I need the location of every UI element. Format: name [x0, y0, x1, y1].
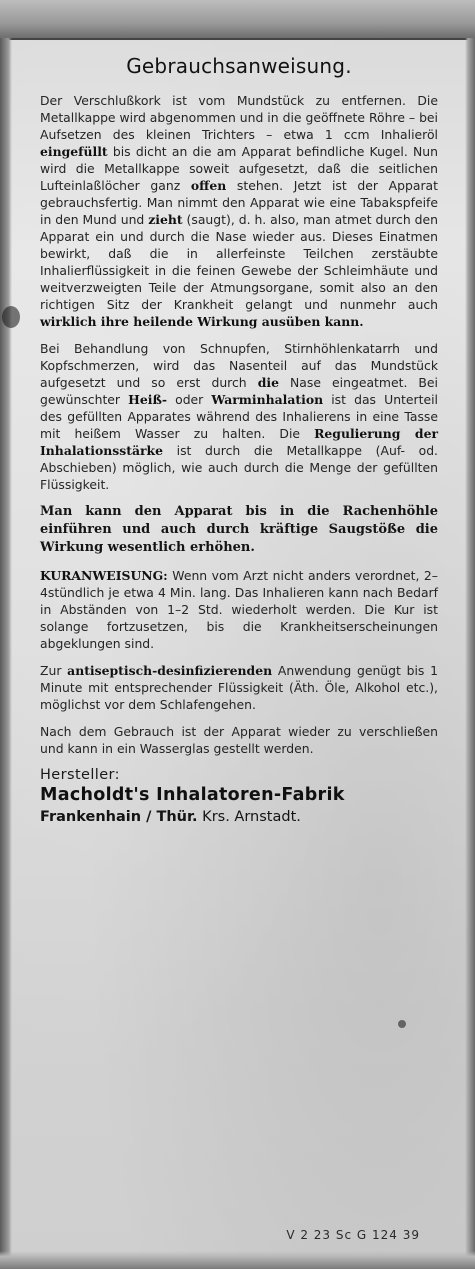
manufacturer-address — [40, 809, 438, 825]
manufacturer-city: Frankenhain / Thür. — [40, 809, 198, 825]
paper-bottom-edge — [0, 1251, 475, 1269]
paragraph-treatment: Bei Behandlung von Schnupfen, Stirnhöhlenkatarrh und Kopfschmerzen, wird das Nasenteil auf das Mundstück aufgesetzt und so erst durch die Nase eingeatmet. Bei gewünschter Heiß- oder Warminhalation ist das Unterteil des gefüllten Apparates während des Inhalierens in eine Tasse mit heißem Wasser zu halten. Die Regulierung der Inhalationsstärke ist durch die Metallkappe (Auf- od. Abschieben) möglich, wie auch durch die Menge der gefüllten Flüssigkeit. — [40, 341, 439, 492]
paragraph-usage: Der Verschlußkork ist vom Mundstück zu entfernen. Die Metallkappe wird abgenommen und in die geöffnete Röhre – bei Aufsetzen des kleinen Trichters – etwa 1 ccm Inhalieröl eingefüllt bis dicht an die am Apparat befindliche Kugel. Nun wird die Metallkappe soweit aufgesetzt, daß die seitlichen Lufteinlaßlöcher ganz offen stehen. Jetzt ist der Apparat gebrauchsfertig. Man nimmt den Apparat wie eine Tabakspfeife in den Mund und zieht (saugt), d. h. also, man atmet durch den Apparat ein und durch die Nase wieder aus. Dieses Einatmen bewirkt, daß die in allerfeinste Teilchen zerstäubte Inhalierflüssigkeit in die feinen Gewebe der Schleimhäute und weitverzweigten Teile der Atmungsorgane, somit also an den richtigen Sitz der Krankheit gelangt und nunmehr auch wirklich ihre heilende Wirkung ausüben kann. — [40, 93, 439, 329]
manufacturer-district: Krs. Arnstadt. — [197, 809, 301, 825]
paragraph-throat: Man kann den Apparat bis in die Rachenhöhle einführen und auch durch kräftige Saugstöße die Wirkung wesentlich erhöhen. — [40, 504, 438, 555]
document-title: Gebrauchsanweisung. — [126, 54, 352, 78]
manufacturer-name: Macholdt's Inhalatoren-Fabrik — [40, 785, 345, 805]
paper-left-edge — [0, 38, 12, 1269]
paper-top-strip — [0, 0, 475, 40]
manufacturer-label: Hersteller: — [40, 767, 120, 783]
document-body — [40, 48, 438, 825]
paragraph-cure-instructions: KURANWEISUNG: Wenn vom Arzt nicht anders verordnet, 2–4stündlich je etwa 4 Min. lang. Das Inhalieren kann nach Bedarf in Abständen von 1–2 Std. wiederholt werden. Die Kur ist solange fortzusetzen, bis die Krankheitserscheinungen abgeklungen sind. — [40, 568, 438, 651]
paragraph-storage: Nach dem Gebrauch ist der Apparat wieder zu verschließen und kann in ein Wasserglas gestellt werden. — [40, 724, 438, 756]
paper-right-edge — [465, 38, 475, 1269]
print-code: V 2 23 Sc G 124 39 — [286, 1228, 420, 1242]
ink-stain — [398, 1020, 406, 1028]
ink-stain — [2, 306, 20, 328]
paragraph-antiseptic: Zur antiseptisch-desinfizierenden Anwendung genügt bis 1 Minute mit entsprechender Flüssigkeit (Äth. Öle, Alkohol etc.), möglichst vor dem Schlafengehen. — [40, 663, 438, 712]
